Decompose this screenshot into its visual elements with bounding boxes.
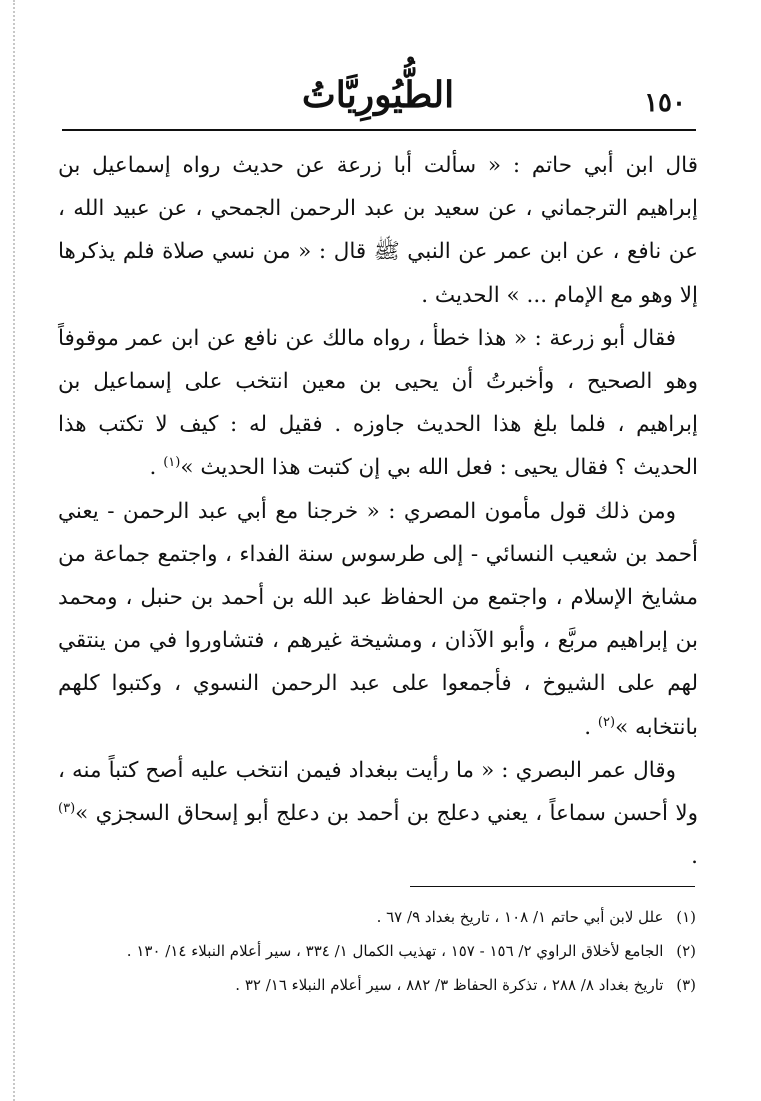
footnotes (60, 900, 696, 1002)
footnote-text: الجامع لأخلاق الراوي ٢/ ١٥٦ - ١٥٧ ، تهذيب الكمال ١/ ٣٣٤ ، سير أعلام النبلاء ١٤/ ١٣٠ . (126, 942, 664, 960)
paragraph-text: قال ابن أبي حاتم : « سألت أبا زرعة عن حديث رواه إسماعيل بن إبراهيم الترجماني ، عن سعيد بن عبد الرحمن الجمحي ، عن عبيد الله ، عن نافع ، عن ابن عمر عن النبي ﷺ قال : « من نسي صلاة فلم يذكرها إلا وهو مع الإمام ... » الحديث . (58, 153, 698, 308)
body-text (58, 144, 698, 878)
scan-edge-dotted-line (13, 0, 15, 1101)
footnote (60, 900, 696, 934)
footnote-reference: (١) (163, 455, 181, 471)
footnote-reference: (٣) (58, 800, 76, 816)
page-number: ١٥٠ (644, 88, 686, 118)
paragraph (58, 144, 698, 317)
paragraph-tail: . (584, 714, 598, 740)
paragraph-tail: . (691, 844, 698, 870)
header-rule (62, 129, 696, 131)
paragraph-text: ومن ذلك قول مأمون المصري : « خرجنا مع أبي عبد الرحمن - يعني أحمد بن شعيب النسائي - إلى طرسوس سنة الفداء ، واجتمع جماعة من مشايخ الإسلام ، واجتمع من الحفاظ عبد الله بن أحمد بن حنبل ، ومحمد بن إبراهيم مربَّع ، وأبو الآذان ، ومشيخة غيرهم ، فتشاوروا في من ينتقي لهم على الشيوخ ، فأجمعوا على عبد الرحمن النسوي ، وكتبوا كلهم بانتخابه » (58, 498, 698, 740)
footnote-text: تاريخ بغداد ٨/ ٢٨٨ ، تذكرة الحفاظ ٣/ ٨٨٢ ، سير أعلام النبلاء ١٦/ ٣٢ . (235, 976, 664, 994)
page-header (70, 70, 686, 130)
footnote-number: (٢) (676, 942, 696, 960)
footnote (60, 968, 696, 1002)
paragraph (58, 317, 698, 490)
paragraph-text: فقال أبو زرعة : « هذا خطأ ، رواه مالك عن نافع عن ابن عمر موقوفاً وهو الصحيح ، وأخبرتُ أن يحيى بن معين انتخب على إسماعيل بن إبراهيم ، فلما بلغ هذا الحديث جاوزه . فقيل له : كيف لا تكتب هذا الحديث ؟ فقال يحيى : فعل الله بي إن كتبت هذا الحديث » (58, 325, 698, 481)
footnote-reference: (٢) (597, 714, 616, 730)
paragraph-tail: . (149, 455, 164, 481)
running-title: الطُّيُورِيَّاتُ (301, 74, 455, 116)
paragraph-text: وقال عمر البصري : « ما رأيت ببغداد فيمن انتخب عليه أصح كتباً منه ، ولا أحسن سماعاً ، يعني دعلج بن أحمد بن دعلج أبو إسحاق السجزي » (58, 757, 698, 827)
footnote-number: (١) (676, 908, 696, 926)
footnote-text: علل لابن أبي حاتم ١/ ١٠٨ ، تاريخ بغداد ٩/ ٦٧ . (376, 908, 664, 926)
paragraph (58, 749, 698, 879)
paragraph (58, 490, 698, 749)
footnote-number: (٣) (676, 976, 696, 994)
footnote-rule (410, 886, 695, 887)
footnote (60, 934, 696, 968)
